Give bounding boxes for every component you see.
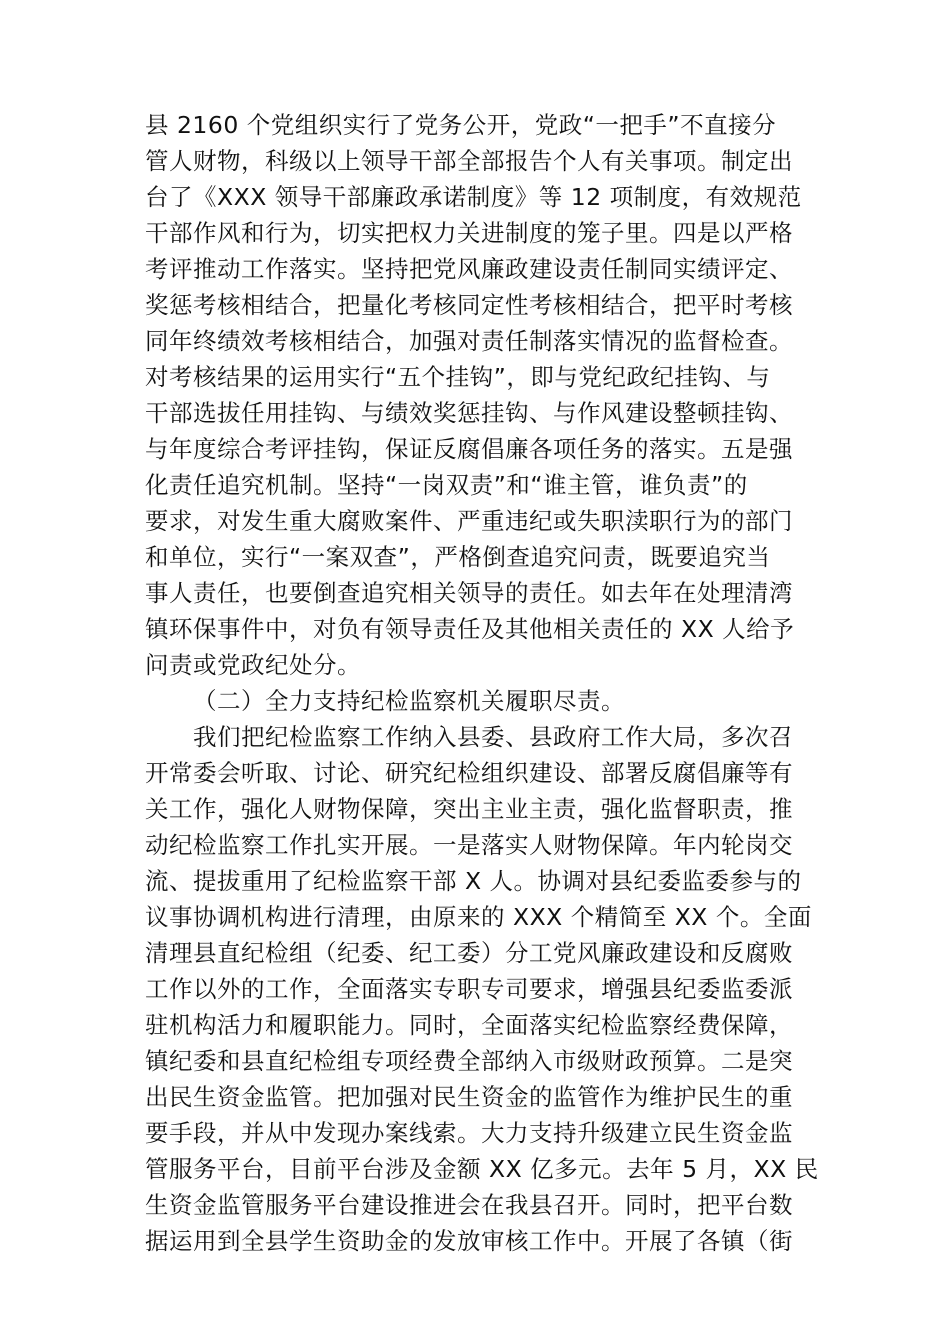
text-line: 管服务平台，目前平台涉及金额 XX 亿多元。去年 5 月，XX 民 bbox=[145, 1155, 819, 1183]
text-line: 化责任追究机制。坚持“一岗双责”和“谁主管，谁负责”的 bbox=[145, 471, 748, 499]
text-line: 镇纪委和县直纪检组专项经费全部纳入市级财政预算。二是突 bbox=[145, 1047, 793, 1075]
text-line: 与年度综合考评挂钩，保证反腐倡廉各项任务的落实。五是强 bbox=[145, 435, 793, 463]
text-line: 对考核结果的运用实行“五个挂钩”，即与党纪政纪挂钩、与 bbox=[145, 363, 771, 391]
text-line: 议事协调机构进行清理，由原来的 XXX 个精简至 XX 个。全面 bbox=[145, 903, 812, 931]
text-line: 生资金监管服务平台建设推进会在我县召开。同时，把平台数 bbox=[145, 1191, 793, 1219]
text-line: 镇环保事件中，对负有领导责任及其他相关责任的 XX 人给予 bbox=[145, 615, 795, 643]
text-line: 台了《XXX 领导干部廉政承诺制度》等 12 项制度，有效规范 bbox=[145, 183, 802, 211]
text-line: 要手段，并从中发现办案线索。大力支持升级建立民生资金监 bbox=[145, 1119, 793, 1147]
text-line: 据运用到全县学生资助金的发放审核工作中。开展了各镇（街 bbox=[145, 1227, 793, 1255]
text-line: 工作以外的工作，全面落实专职专司要求，增强县纪委监委派 bbox=[145, 975, 793, 1003]
text-line: 考评推动工作落实。坚持把党风廉政建设责任制同实绩评定、 bbox=[145, 255, 793, 283]
section-heading: （二）全力支持纪检监察机关履职尽责。 bbox=[193, 687, 625, 715]
text-line: 出民生资金监管。把加强对民生资金的监管作为维护民生的重 bbox=[145, 1083, 793, 1111]
text-line: 干部作风和行为，切实把权力关进制度的笼子里。四是以严格 bbox=[145, 219, 793, 247]
text-line: 动纪检监察工作扎实开展。一是落实人财物保障。年内轮岗交 bbox=[145, 831, 793, 859]
text-line: 干部选拔任用挂钩、与绩效奖惩挂钩、与作风建设整顿挂钩、 bbox=[145, 399, 793, 427]
text-line: 奖惩考核相结合，把量化考核同定性考核相结合，把平时考核 bbox=[145, 291, 793, 319]
text-line: 驻机构活力和履职能力。同时，全面落实纪检监察经费保障， bbox=[145, 1011, 793, 1039]
text-line: 同年终绩效考核相结合，加强对责任制落实情况的监督检查。 bbox=[145, 327, 793, 355]
text-line: 开常委会听取、讨论、研究纪检组织建设、部署反腐倡廉等有 bbox=[145, 759, 793, 787]
text-line: 县 2160 个党组织实行了党务公开，党政“一把手”不直接分 bbox=[145, 111, 777, 139]
text-line: 关工作，强化人财物保障，突出主业主责，强化监督职责，推 bbox=[145, 795, 793, 823]
text-line: 管人财物，科级以上领导干部全部报告个人有关事项。制定出 bbox=[145, 147, 793, 175]
text-line: 和单位，实行“一案双查”，严格倒查追究问责，既要追究当 bbox=[145, 543, 771, 571]
text-line: 事人责任，也要倒查追究相关领导的责任。如去年在处理清湾 bbox=[145, 579, 793, 607]
text-line: 流、提拔重用了纪检监察干部 X 人。协调对县纪委监委参与的 bbox=[145, 867, 802, 895]
text-line: 问责或党政纪处分。 bbox=[145, 651, 361, 679]
text-line: 我们把纪检监察工作纳入县委、县政府工作大局，多次召 bbox=[193, 723, 793, 751]
text-line: 清理县直纪检组（纪委、纪工委）分工党风廉政建设和反腐败 bbox=[145, 939, 793, 967]
text-line: 要求，对发生重大腐败案件、严重违纪或失职渎职行为的部门 bbox=[145, 507, 793, 535]
